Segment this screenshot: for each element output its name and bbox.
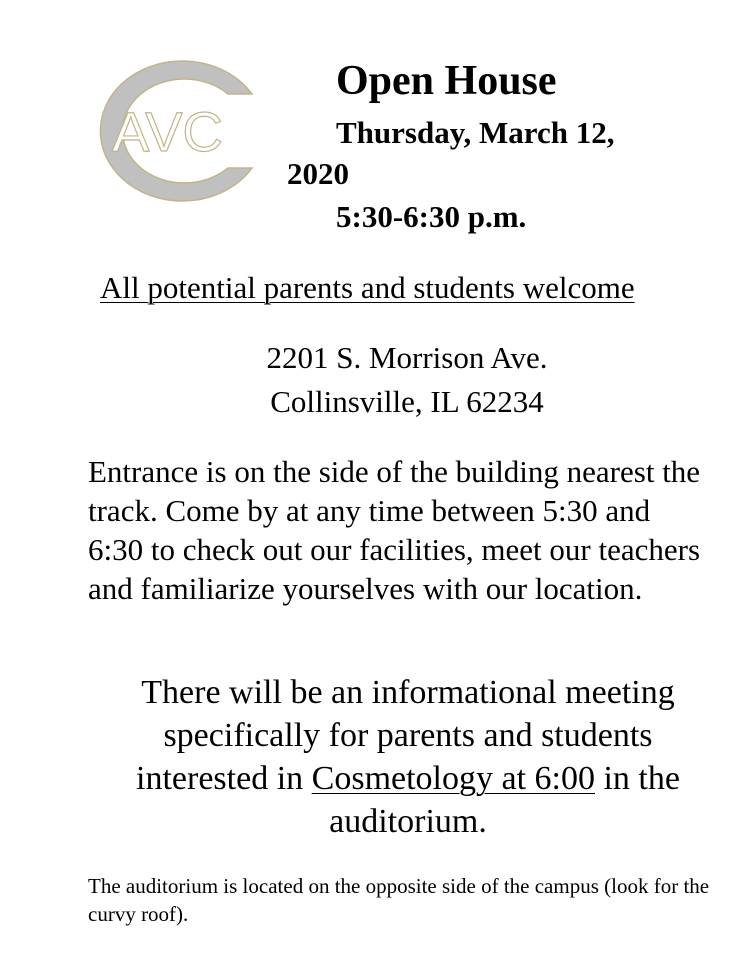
footnote: The auditorium is located on the opposite side of the campus (look for the curvy roof).: [88, 874, 710, 926]
address-street: 2201 S. Morrison Ave.: [266, 340, 548, 375]
meeting-paragraph: [104, 671, 712, 843]
event-time: 5:30-6:30 p.m.: [336, 199, 527, 234]
meeting-text-before: There will be an informational meeting specifically for parents and students interested in: [136, 674, 675, 797]
logo-text: AVC: [112, 100, 223, 163]
welcome-line: All potential parents and students welcome: [100, 270, 635, 305]
page-title: Open House: [336, 58, 557, 104]
cavc-logo: [76, 58, 272, 204]
event-date-part2: 2020: [287, 156, 349, 191]
event-date-part1: Thursday, March 12,: [336, 115, 615, 150]
meeting-text-after: in the auditorium.: [329, 760, 680, 840]
entrance-paragraph: Entrance is on the side of the building nearest the track. Come by at any time between 5:30 and 6:30 to check out our facilities, meet our teachers and familiarize yourselves with our location.: [88, 454, 701, 606]
meeting-highlight: Cosmetology at 6:00: [311, 760, 595, 797]
address-city: Collinsville, IL 62234: [270, 384, 544, 419]
